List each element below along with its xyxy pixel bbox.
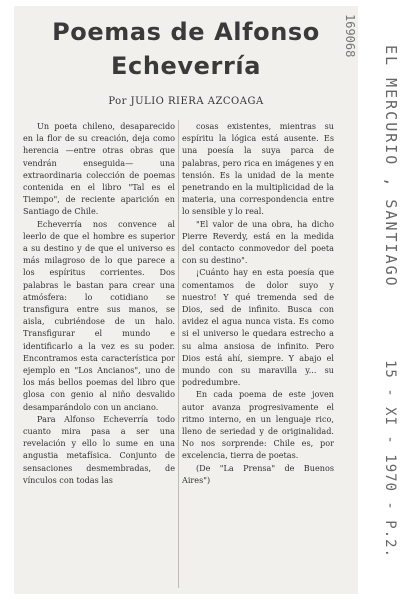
handwritten-id-number: 169068 [343, 14, 357, 58]
handwritten-source-note: EL MERCURIO , SANTIAGO [382, 45, 400, 288]
handwritten-date-note: 15 - XI - 1970 - P.2. [382, 360, 398, 559]
left-paragraph-3: Para Alfonso Echeverría todo cuanto mira pasa a ser una revelación y ello lo sume en una angustia metafísica. Conjunto de sensaciones desmembradas, de vínculos con todas las [23, 413, 175, 485]
right-paragraph-5: (De "La Prensa" de Buenos Aires") [182, 462, 334, 485]
right-paragraph-3: ¡Cuánto hay en esta poesía que comentamos de dolor suyo y nuestro! Y qué tremenda sed de Dios, sed de infinito. Busca con avidez el agua nunca vista. Es como si el universo le quedara estrecho a su alma ansiosa de infinito. Pero Dios está ahí, siempre. Y abajo el mundo con su maravilla y... su podredumbre. [182, 267, 334, 388]
column-divider [178, 120, 179, 588]
article-title-line-1: Poemas de Alfonso [52, 18, 320, 46]
right-paragraph-2: "El valor de una obra, ha dicho Pierre Reverdy, está en la medida del contacto conmovedor del poeta con su destino". [182, 218, 334, 266]
article-title-line-2: Echeverría [111, 52, 261, 80]
right-paragraph-1: cosas existentes, mientras su espíritu la lógica está ausente. Es una poesía la suya parca de palabras, pero rica en imágenes y en tensión. Es la unidad de la mente penetrando en la multiplicidad de la materia, una correspondencia entre lo sensible y lo real. [182, 121, 334, 217]
left-column [23, 120, 175, 486]
right-paragraph-4: En cada poema de este joven autor avanza progresivamente el ritmo interno, en un lenguaje rico, lleno de seriedad y de originalidad. No nos sorprende: Chile es, por excelencia, tierra de poetas. [182, 389, 334, 461]
left-paragraph-1: Un poeta chileno, desaparecido en la flor de su creación, deja como herencia —entre otras obras que vendrán enseguida— una extraordinaria colección de poemas contenida en el libro "Tal es el Tiempo", de reciente aparición en Santiago de Chile. [23, 121, 175, 217]
byline: Por JULIO RIERA AZCOAGA [108, 96, 264, 107]
left-paragraph-2: Echeverría nos convence al leerlo de que el hombre es superior a su destino y de que el universo es más milagroso de lo que parece a los espíritus corrientes. Dos palabras le bastan para crear una atmósfera: lo cotidiano se transfigura entre sus manos, se aisla, cubriéndose de un halo. Transfigurar el mundo e identificarlo a la vez es su poder. Encontramos esta característica por ejemplo en "Los Ancianos", uno de los más bellos poemas del libro que glosa con genio al niño desvalido desamparándolo con un anciano. [23, 218, 175, 412]
right-column [182, 120, 334, 486]
